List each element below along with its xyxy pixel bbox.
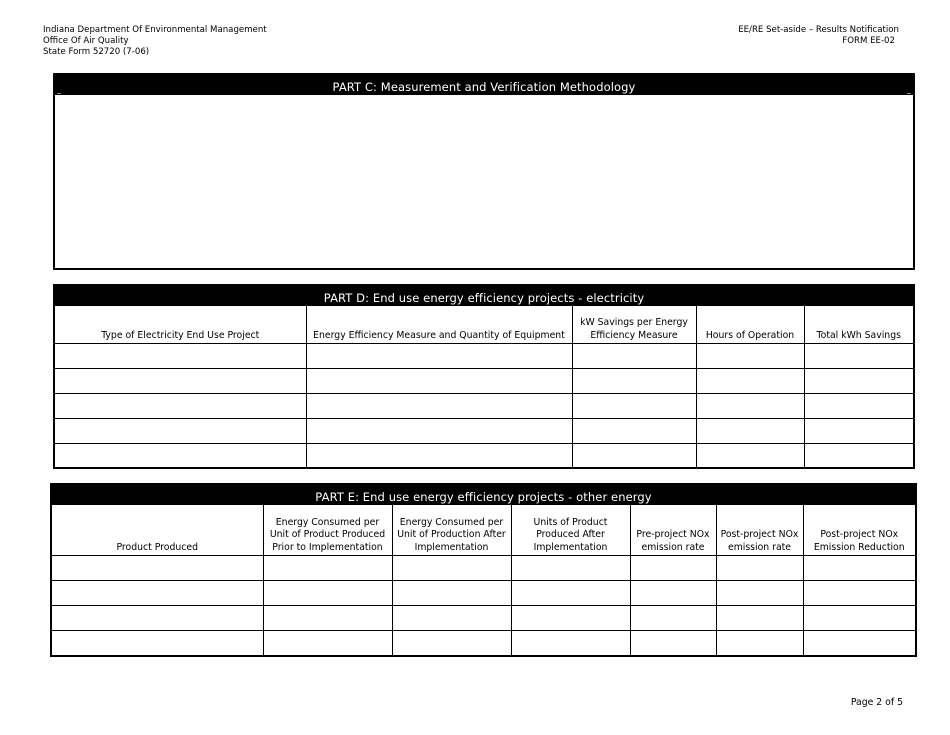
- table-cell[interactable]: [630, 606, 716, 631]
- table-cell[interactable]: [696, 369, 804, 394]
- table-cell[interactable]: [804, 369, 913, 394]
- table-cell[interactable]: [392, 606, 511, 631]
- corner-mark-left: [57, 93, 61, 94]
- table-cell[interactable]: [572, 444, 696, 469]
- table-cell[interactable]: [55, 369, 306, 394]
- state-form-number: State Form 52720 (7-06): [43, 47, 150, 57]
- table-cell[interactable]: [572, 344, 696, 369]
- table-cell[interactable]: [803, 631, 915, 656]
- table-row: [55, 394, 913, 419]
- table-cell[interactable]: [572, 369, 696, 394]
- col-kw-savings: kW Savings per Energy Efficiency Measure: [572, 306, 696, 344]
- table-cell[interactable]: [630, 581, 716, 606]
- part-d-section: [53, 284, 915, 469]
- col-nox-reduction: Post-project NOx Emission Reduction: [803, 505, 915, 556]
- col-energy-prior: Energy Consumed per Unit of Product Produced Prior to Implementation: [263, 505, 392, 556]
- table-cell[interactable]: [306, 444, 572, 469]
- table-cell[interactable]: [803, 556, 915, 581]
- table-header-row: [52, 505, 915, 556]
- table-cell[interactable]: [696, 344, 804, 369]
- table-cell[interactable]: [55, 444, 306, 469]
- part-e-section: [50, 483, 917, 657]
- form-id: FORM EE-02: [842, 36, 895, 46]
- table-cell[interactable]: [55, 419, 306, 444]
- table-cell[interactable]: [392, 556, 511, 581]
- table-cell[interactable]: [52, 606, 263, 631]
- table-cell[interactable]: [696, 394, 804, 419]
- col-pre-nox-rate: Pre-project NOx emission rate: [630, 505, 716, 556]
- table-row: [55, 444, 913, 469]
- document-title: EE/RE Set-aside – Results Notification: [738, 25, 899, 35]
- table-row: [55, 369, 913, 394]
- table-cell[interactable]: [52, 631, 263, 656]
- table-cell[interactable]: [306, 344, 572, 369]
- table-cell[interactable]: [511, 581, 630, 606]
- table-row: [55, 419, 913, 444]
- table-cell[interactable]: [630, 631, 716, 656]
- part-d-title: PART D: End use energy efficiency projects - electricity: [55, 286, 913, 306]
- table-cell[interactable]: [716, 581, 803, 606]
- office-name: Office Of Air Quality: [43, 36, 129, 46]
- table-cell[interactable]: [511, 606, 630, 631]
- table-cell[interactable]: [716, 631, 803, 656]
- part-c-section: [53, 73, 915, 270]
- table-cell[interactable]: [55, 344, 306, 369]
- table-cell[interactable]: [306, 419, 572, 444]
- table-cell[interactable]: [392, 631, 511, 656]
- part-e-title: PART E: End use energy efficiency projects - other energy: [52, 485, 915, 505]
- table-cell[interactable]: [696, 444, 804, 469]
- col-hours-of-operation: Hours of Operation: [696, 306, 804, 344]
- table-cell[interactable]: [803, 606, 915, 631]
- table-cell[interactable]: [52, 556, 263, 581]
- electricity-projects-table: [55, 306, 913, 468]
- table-row: [55, 344, 913, 369]
- table-cell[interactable]: [263, 606, 392, 631]
- table-row: [52, 556, 915, 581]
- table-cell[interactable]: [306, 394, 572, 419]
- table-cell[interactable]: [511, 556, 630, 581]
- table-cell[interactable]: [804, 344, 913, 369]
- table-cell[interactable]: [696, 419, 804, 444]
- agency-name: Indiana Department Of Environmental Management: [43, 25, 267, 35]
- table-row: [52, 631, 915, 656]
- table-cell[interactable]: [804, 419, 913, 444]
- table-cell[interactable]: [630, 556, 716, 581]
- table-cell[interactable]: [55, 394, 306, 419]
- page-number: Page 2 of 5: [850, 697, 903, 708]
- col-product-produced: Product Produced: [52, 505, 263, 556]
- table-cell[interactable]: [572, 419, 696, 444]
- table-row: [52, 606, 915, 631]
- table-cell[interactable]: [263, 581, 392, 606]
- col-post-nox-rate: Post-project NOx emission rate: [716, 505, 803, 556]
- agency-header: [43, 25, 267, 58]
- table-cell[interactable]: [572, 394, 696, 419]
- col-efficiency-measure: Energy Efficiency Measure and Quantity of Equipment: [306, 306, 572, 344]
- table-cell[interactable]: [803, 581, 915, 606]
- col-total-kwh-savings: Total kWh Savings: [804, 306, 913, 344]
- table-cell[interactable]: [804, 444, 913, 469]
- table-cell[interactable]: [263, 556, 392, 581]
- methodology-text-area[interactable]: [55, 95, 913, 268]
- part-c-title: PART C: Measurement and Verification Methodology: [55, 75, 913, 95]
- other-energy-projects-table: [52, 505, 915, 655]
- table-cell[interactable]: [716, 556, 803, 581]
- corner-mark-right: [907, 93, 911, 94]
- col-energy-after: Energy Consumed per Unit of Production After Implementation: [392, 505, 511, 556]
- table-header-row: [55, 306, 913, 344]
- table-cell[interactable]: [52, 581, 263, 606]
- table-cell[interactable]: [263, 631, 392, 656]
- form-header: [738, 25, 899, 47]
- col-end-use-type: Type of Electricity End Use Project: [55, 306, 306, 344]
- table-cell[interactable]: [392, 581, 511, 606]
- table-cell[interactable]: [716, 606, 803, 631]
- table-cell[interactable]: [804, 394, 913, 419]
- col-units-after: Units of Product Produced After Implementation: [511, 505, 630, 556]
- table-cell[interactable]: [306, 369, 572, 394]
- table-row: [52, 581, 915, 606]
- table-cell[interactable]: [511, 631, 630, 656]
